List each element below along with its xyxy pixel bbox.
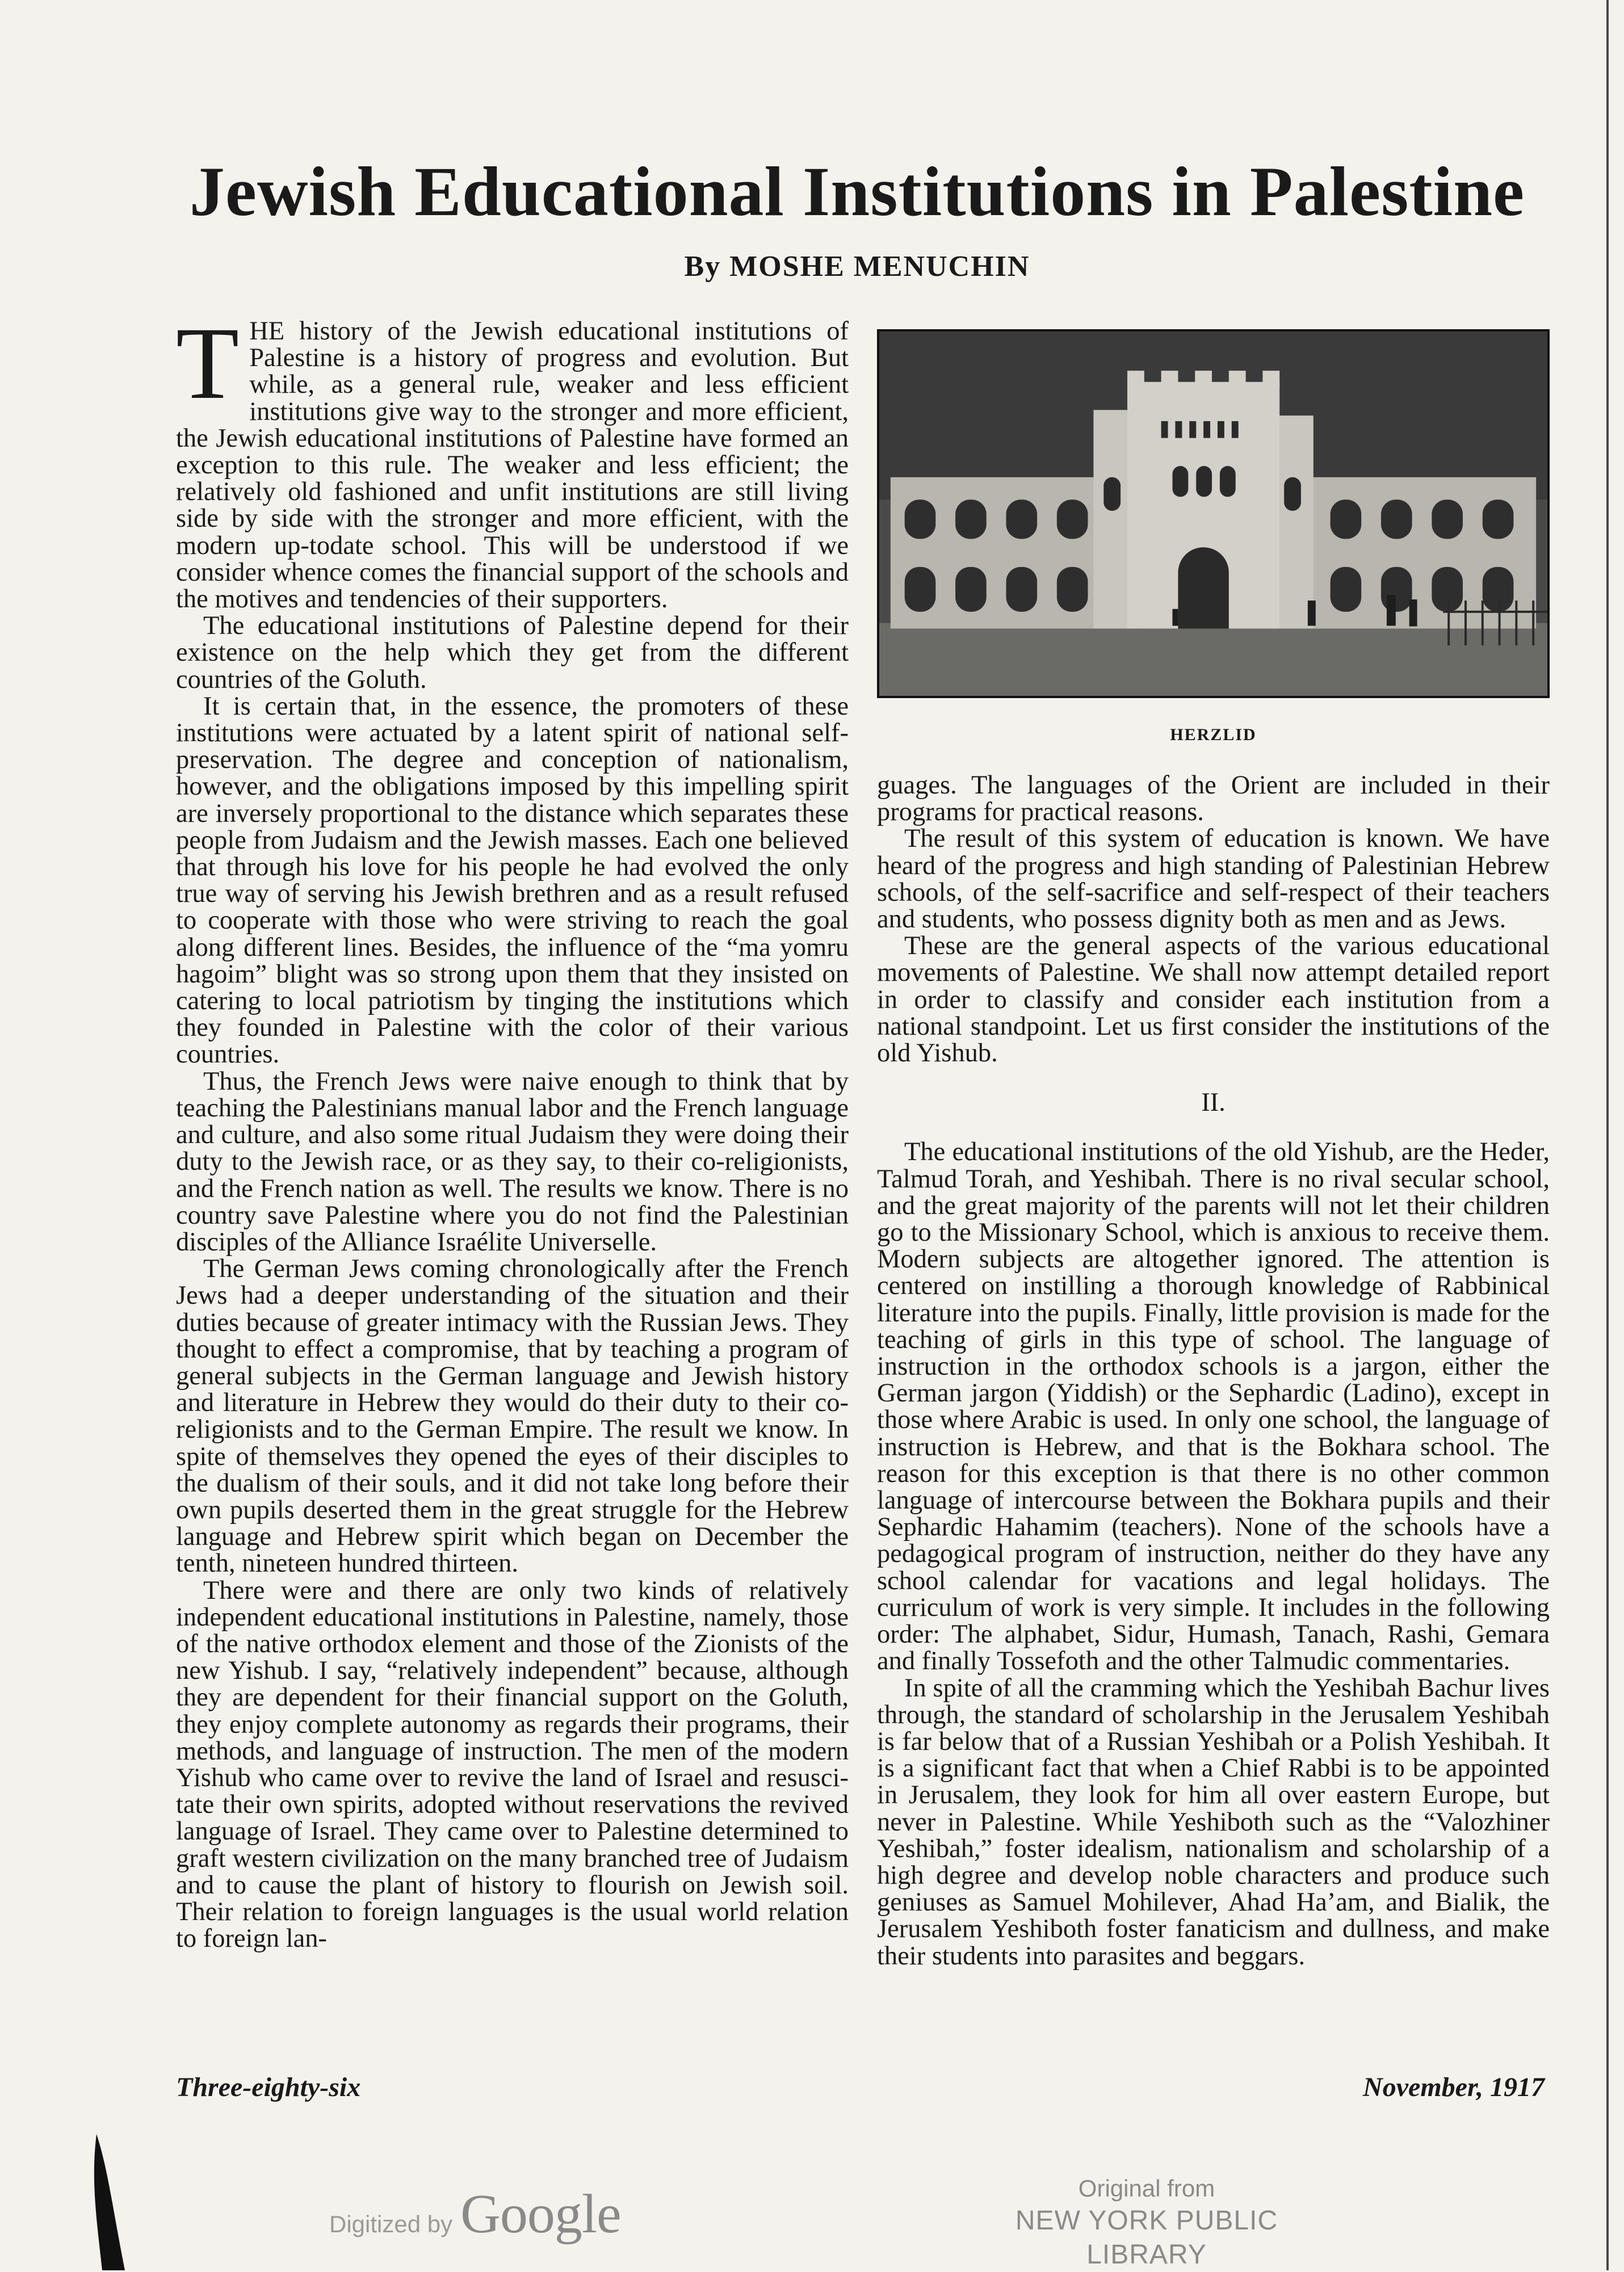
herzlid-photo <box>877 329 1550 698</box>
left-column <box>176 318 849 2089</box>
page-edge-line <box>1606 0 1609 2270</box>
paragraph: The result of this system of education is known. We have heard of the progress and high standing of Palestinian Hebrew schools, of the self-sacrifice and self-respect of their teachers and students, who possess dignity both as men and as Jews. <box>877 824 1550 934</box>
paragraph <box>176 318 849 612</box>
paragraph: In spite of all the cramming which the Yeshibah Bachur lives through, the standard of scholarship in the Jerusalem Yeshibah is far below that of a Russian Yeshibah or a Polish Yeshibah. It is a significant fact that when a Chief Rabbi is to be appointed in Jerusalem, they look for him all over eastern Europe, but never in Palestine. While Yeshiboth such as the “Valozhiner Yeshibah,” foster idealism, nationalism and scholarship of a high degree and develop noble characters and produce such geniuses as Samuel Mohilever, Ahad Ha’am, and Bialik, the Jerusalem Yeshiboth foster fanaticism and dullness, and make their students into parasites and beggars. <box>877 1673 1550 1971</box>
article-title: Jewish Educational Institutions in Palestine <box>189 153 1525 230</box>
digitized-by-text: Digitized by <box>329 2211 453 2237</box>
page-label: Three-eighty-six <box>176 2072 361 2102</box>
paragraph: It is certain that, in the essence, the promoters of these institutions were actuated by a latent spirit of national self-preservation. The degree and conception of nationalism, however, and the obligations imposed by this impelling spirit are inversely proportional to the distance which separates these people from Judaism and the Jewish masses. Each one believed that through his love for his people he had evolved the only true way of serving his Jewish brethren and as a result refused to cooperate with those who were striving to reach the goal along different lines. Besides, the influence of the “ma yomru hagoim” blight was so strong upon them that they insisted on catering to local patriotism by tinging the institutions which they founded in Palestine with the color of their various countries. <box>176 691 849 1069</box>
building-illustration <box>879 331 1547 696</box>
original-from-watermark <box>976 2174 1317 2272</box>
paragraph-text: HE history of the Jewish educational institutions of Palestine is a history of progress and evolution. But while, as a general rule, weaker and less efficient institutions give way to the stronger and more efficient, the Jewish educational institutions of Palestine have formed an exception to this rule. The weaker and less efficient; the relatively old fashioned and unfit institutions are still living side by side with the stronger and more efficient, with the modern up-todate school. This will be understood if we consider whence comes the financial support of the schools and the motives and tendencies of their supporters. <box>176 318 849 614</box>
paragraph: The German Jews coming chronologically after the French Jews had a deeper understanding of the situation and their duties because of greater intimacy with the Russian Jews. They thought to effect a compromise, that by teaching a program of general subjects in the German language and Jewish history and literature in Hebrew they would do their duty to their co-religionists and to the German Empire. The result we know. In spite of themselves they opened the eyes of their disciples to the dualism of their souls, and it did not take long before their own pupils deserted them in the great struggle for the Hebrew language and Hebrew spirit which began on December the tenth, nineteen hundred thirteen. <box>176 1254 849 1578</box>
paragraph: These are the general aspects of the various educational movements of Palestine. We shall now attempt detailed report in order to classify and consider each institution from a national standpoint. Let us first consider the institutions of the old Yishub. <box>877 931 1550 1068</box>
photo-caption: HERZLID <box>1170 725 1257 744</box>
paragraph: The educational institutions of Palestine depend for their existence on the help which they get from the different countries of the Goluth. <box>176 611 849 694</box>
drop-cap: T <box>176 318 240 421</box>
paragraph: Thus, the French Jews were naive enough to think that by teaching the Palestinians manual labor and the French language and culture, and also some ritual Judaism they were doing their duty to the Jewish race, or as they say, to their co-religionists, and the French nation as well. The results we know. There is no country save Palestine where you do not find the Palestinian disciples of the Alliance Israélite Universelle. <box>176 1066 849 1257</box>
google-logo: Google <box>460 2183 621 2245</box>
binding-shadow <box>79 2134 125 2270</box>
section-number: II. <box>1201 1088 1226 1118</box>
right-column <box>877 772 1550 2094</box>
digitized-by-watermark <box>329 2182 621 2246</box>
article-byline: By MOSHE MENUCHIN <box>684 250 1030 283</box>
paragraph: There were and there are only two kinds of relatively independent educational institutions in Palestine, namely, those of the native orthodox element and those of the Zionists of the new Yishub. I say, “relatively independent” because, although they are dependent for their financial support on the Goluth, they enjoy complete autonomy as regards their programs, their methods, and language of instruction. The men of the modern Yishub who came over to revive the land of Israel and resuscitate their own spirits, adopted without reservations the revived language of Israel. They came over to Palestine determined to graft western civilization on the many branched tree of Judaism and to cause the plant of history to flourish on Jewish soil. Their relation to foreign languages is the usual world relation to foreign lan- <box>176 1576 849 1954</box>
library-name: NEW YORK PUBLIC LIBRARY <box>1015 2205 1278 2270</box>
paragraph: guages. The languages of the Orient are included in their programs for practical reasons. <box>877 772 1550 827</box>
issue-date: November, 1917 <box>1363 2072 1545 2102</box>
original-from-text: Original from <box>1078 2175 1215 2202</box>
paragraph: The educational institutions of the old Yishub, are the Heder, Talmud Torah, and Yeshibah. There is no rival secular school, and the great majority of the parents will not let their children go to the Missionary School, which is anxious to receive them. Modern subjects are altogether ignored. The attention is centered on instilling a thorough knowledge of Rabbinical literature into the pupils. Finally, little provision is made for the teaching of girls in this type of school. The language of instruction in the orthodox schools is a jargon, either the German jargon (Yiddish) or the Sephardic (Ladino), except in those where Arabic is used. In only one school, the language of instruction is Hebrew, and that is the Bokhara school. The reason for this exception is that there is no other common language of intercourse between the Bokhara pupils and their Sephardic Hahamim (teachers). None of the schools have a pedagogical program of instruction, neither do they have any school calendar for vacations and legal holidays. The curriculum of work is very simple. It includes in the following order: The alphabet, Sidur, Humash, Tanach, Rashi, Gemara and finally Tossefoth and the other Talmudic commentaries. <box>877 1137 1550 1676</box>
